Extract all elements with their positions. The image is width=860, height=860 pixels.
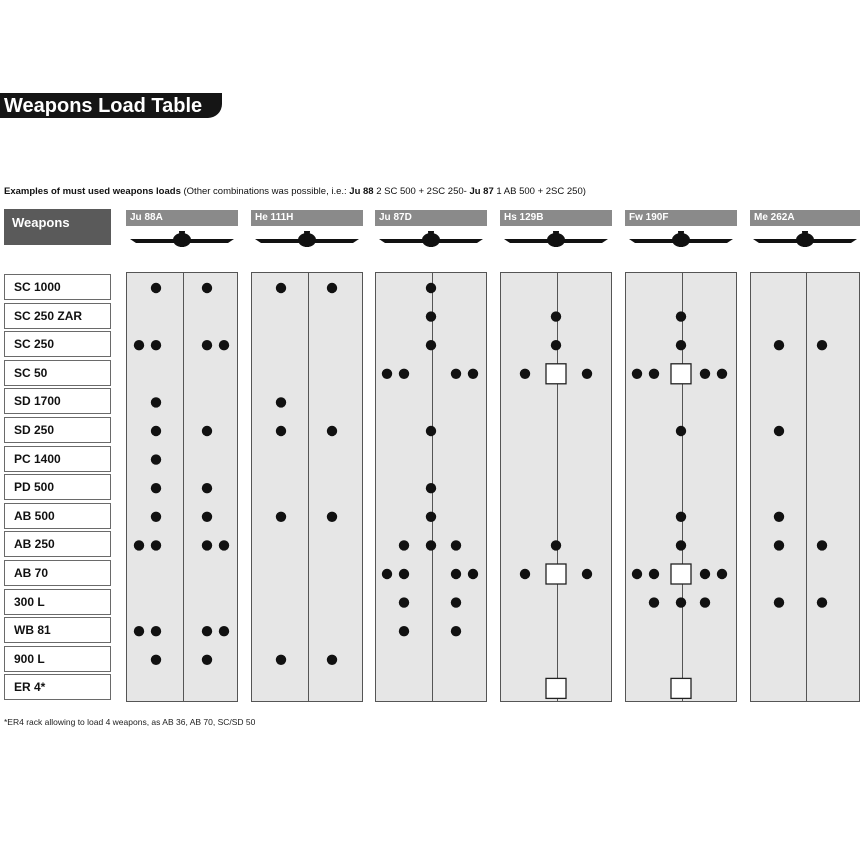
load-dot xyxy=(551,540,561,550)
weapon-label: WB 81 xyxy=(14,623,51,638)
load-dot xyxy=(774,340,784,350)
aircraft-header: He 111H xyxy=(251,210,363,226)
weapon-label: PD 500 xyxy=(14,480,55,495)
weapon-label: 900 L xyxy=(14,651,45,666)
load-dot xyxy=(151,483,161,493)
load-dot xyxy=(202,655,212,665)
weapon-label: SC 250 ZAR xyxy=(14,308,83,323)
load-dot xyxy=(382,369,392,379)
load-dot xyxy=(451,540,461,550)
load-dot xyxy=(700,597,710,607)
load-dot xyxy=(151,340,161,350)
load-dot xyxy=(520,369,530,379)
load-dot xyxy=(774,597,784,607)
weapon-label: SC 50 xyxy=(14,365,48,380)
load-dot xyxy=(582,569,592,579)
load-dot xyxy=(676,340,686,350)
er4-rack-mark xyxy=(546,564,566,584)
load-dot xyxy=(451,369,461,379)
load-dot xyxy=(551,311,561,321)
load-dot xyxy=(649,369,659,379)
page-title: Weapons Load Table xyxy=(4,95,203,117)
load-dot xyxy=(717,569,727,579)
subtitle-example-1: 2 SC 500 + 2SC 250- xyxy=(373,186,470,197)
load-dot xyxy=(134,540,144,550)
subtitle-example-2-label: Ju 87 xyxy=(469,186,494,197)
load-dot xyxy=(399,597,409,607)
load-dot xyxy=(426,512,436,522)
load-dot xyxy=(202,283,212,293)
load-dot xyxy=(817,540,827,550)
load-dot xyxy=(151,655,161,665)
er4-rack-mark xyxy=(671,564,691,584)
load-dot xyxy=(817,597,827,607)
load-dot xyxy=(151,426,161,436)
load-dot xyxy=(468,369,478,379)
load-dot xyxy=(676,426,686,436)
weapon-label: SC 1000 xyxy=(14,280,61,294)
load-dot xyxy=(399,369,409,379)
er4-rack-mark xyxy=(671,364,691,384)
weapon-label: PC 1400 xyxy=(14,451,61,466)
load-dot xyxy=(276,283,286,293)
load-dot xyxy=(676,597,686,607)
load-dot xyxy=(676,540,686,550)
load-dot xyxy=(426,540,436,550)
load-dot xyxy=(676,311,686,321)
load-dot xyxy=(426,311,436,321)
load-dot xyxy=(632,369,642,379)
load-dot xyxy=(151,397,161,407)
load-dot xyxy=(202,340,212,350)
load-dot xyxy=(582,369,592,379)
load-dot xyxy=(399,540,409,550)
load-dot xyxy=(774,512,784,522)
load-dot xyxy=(700,569,710,579)
er4-rack-mark xyxy=(671,678,691,698)
load-dot xyxy=(426,283,436,293)
weapon-label: AB 70 xyxy=(14,566,49,580)
weapon-label: AB 250 xyxy=(14,537,55,552)
weapon-label: SC 250 xyxy=(14,337,55,352)
footnote: *ER4 rack allowing to load 4 weapons, as AB 36, AB 70, SC/SD 50 xyxy=(4,717,256,727)
load-dot xyxy=(817,340,827,350)
load-dot xyxy=(151,454,161,464)
load-dot xyxy=(276,512,286,522)
load-dot xyxy=(426,483,436,493)
load-dot xyxy=(202,426,212,436)
load-dot xyxy=(451,569,461,579)
aircraft-header: Ju 87D xyxy=(375,210,487,226)
load-dot xyxy=(202,540,212,550)
load-dot xyxy=(399,569,409,579)
load-dot xyxy=(649,569,659,579)
load-dot xyxy=(134,626,144,636)
aircraft-header: Me 262A xyxy=(750,210,860,226)
load-dot xyxy=(219,340,229,350)
load-dot xyxy=(717,369,727,379)
load-dot xyxy=(327,426,337,436)
subtitle-text: (Other combinations was possible, i.e.: xyxy=(180,186,350,197)
load-dot xyxy=(451,626,461,636)
load-dot xyxy=(700,369,710,379)
load-dot xyxy=(151,540,161,550)
load-dot xyxy=(151,512,161,522)
load-dot xyxy=(774,426,784,436)
load-dot xyxy=(151,626,161,636)
weapon-label: SD 1700 xyxy=(14,394,61,409)
load-dot xyxy=(219,540,229,550)
load-dot xyxy=(134,340,144,350)
load-dot xyxy=(202,483,212,493)
load-dot xyxy=(774,540,784,550)
load-dot xyxy=(151,283,161,293)
load-dot xyxy=(202,626,212,636)
weapons-header-label: Weapons xyxy=(12,215,70,230)
subtitle-example-2: 1 AB 500 + 2SC 250) xyxy=(493,186,586,197)
load-dot xyxy=(426,426,436,436)
load-dot xyxy=(520,569,530,579)
load-dot xyxy=(382,569,392,579)
subtitle-example-1-label: Ju 88 xyxy=(349,186,374,197)
aircraft-header: Ju 88A xyxy=(126,210,238,226)
load-dot xyxy=(649,597,659,607)
load-dot xyxy=(399,626,409,636)
load-dot xyxy=(276,655,286,665)
load-dot xyxy=(426,340,436,350)
load-dot xyxy=(632,569,642,579)
load-dot xyxy=(219,626,229,636)
load-dot xyxy=(202,512,212,522)
load-dot xyxy=(551,340,561,350)
weapon-label: ER 4* xyxy=(14,680,46,695)
load-dot xyxy=(327,283,337,293)
load-dot xyxy=(451,597,461,607)
load-dot xyxy=(676,512,686,522)
load-dot xyxy=(276,426,286,436)
weapon-label: SD 250 xyxy=(14,423,55,437)
weapon-label: 300 L xyxy=(14,594,45,609)
aircraft-header: Hs 129B xyxy=(500,210,612,226)
load-dot xyxy=(327,655,337,665)
subtitle-bold: Examples of must used weapons loads xyxy=(4,186,181,197)
load-dot xyxy=(276,397,286,407)
er4-rack-mark xyxy=(546,364,566,384)
load-dot xyxy=(327,512,337,522)
er4-rack-mark xyxy=(546,678,566,698)
load-dot xyxy=(468,569,478,579)
weapon-label: AB 500 xyxy=(14,508,55,523)
aircraft-header: Fw 190F xyxy=(625,210,737,226)
